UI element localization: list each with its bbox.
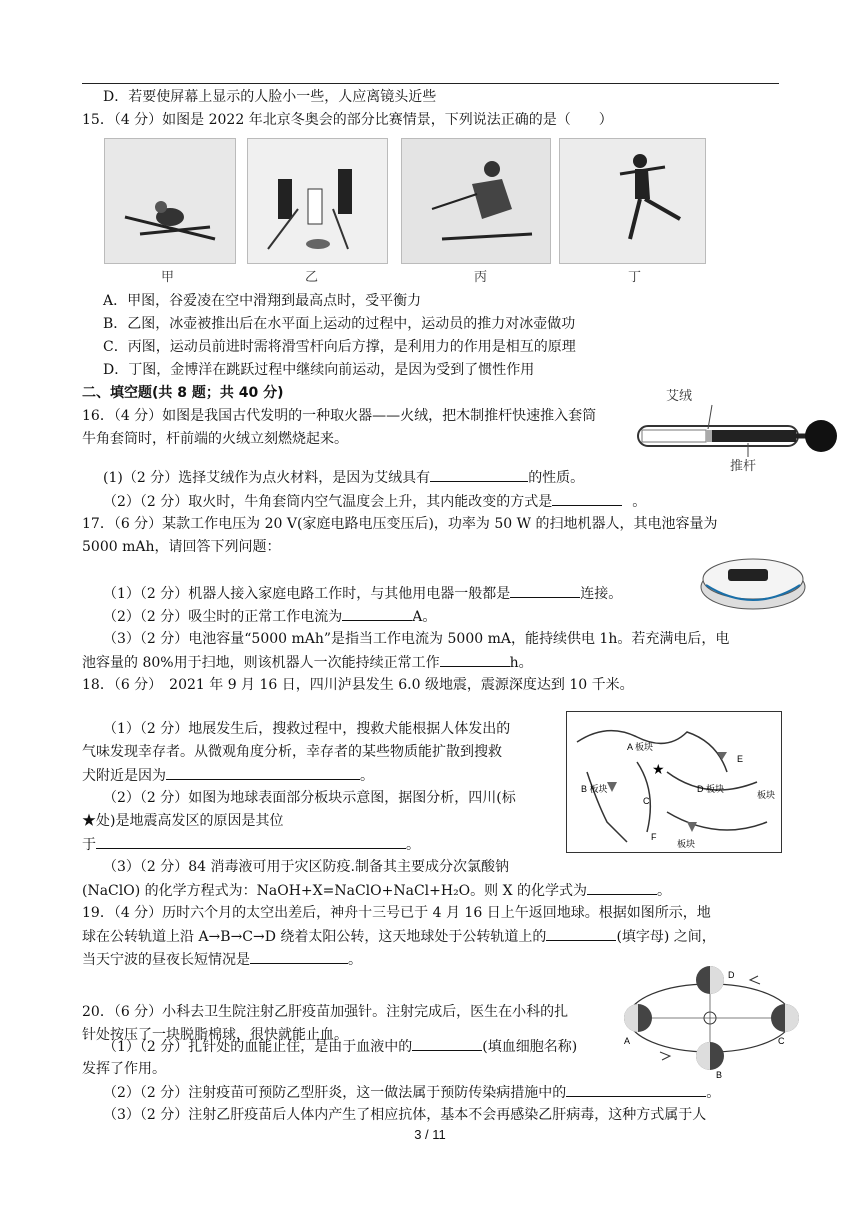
- q18-p1-text: 犬附近是因为: [82, 768, 166, 784]
- plate-tectonics-map: [566, 711, 782, 853]
- q15-option-d: D．丁图，金博洋在跳跃过程中继续向前运动，是因为受到了惯性作用: [103, 362, 535, 378]
- answer-blank[interactable]: [566, 1083, 706, 1097]
- q20-p1-text: （1）（2 分）扎针处的血能止住，是由于血液中的: [103, 1039, 413, 1055]
- q15-option-c: C．丙图，运动员前进时需将滑雪杆向后方撑，是利用力的作用是相互的原理: [103, 339, 576, 355]
- q17-p2-text: （2）（2 分）吸尘时的正常工作电流为: [103, 609, 343, 625]
- q19-stem-1: 19．（4 分）历时六个月的太空出差后，神舟十三号已于 4 月 16 日上午返回地球。根据如图所示，地: [82, 905, 711, 921]
- photo-ding-skater: [559, 138, 706, 264]
- orbit-label-c: C: [778, 1036, 785, 1046]
- q19-stem-3: [82, 950, 362, 969]
- caption-jia: 甲: [161, 270, 175, 285]
- q15-option-a: A．甲图，谷爱凌在空中滑翔到最高点时，受平衡力: [103, 293, 422, 309]
- q17-p3-tail: h。: [509, 655, 533, 671]
- q20-part1: [103, 1037, 577, 1056]
- q17-part3-a: （3）（2 分）电池容量“5000 mAh”是指当工作电流为 5000 mA，能持续供电 1h。若充满电后，电: [103, 631, 730, 647]
- orbit-label-a: A: [624, 1036, 631, 1046]
- label-push-rod: 推杆: [730, 458, 757, 473]
- page-number: 3 / 11: [414, 1127, 446, 1142]
- q18-part1-c: [82, 766, 374, 785]
- q16-p2-tail: 。: [632, 494, 647, 510]
- q16-stem-2: 牛角套筒时，杆前端的火绒立刻燃烧起来。: [82, 431, 348, 447]
- q16-part2: [103, 492, 646, 511]
- earth-orbit-diagram: [620, 960, 800, 1080]
- q18-part3-a: （3）（2 分）84 消毒液可用于灾区防疫.制备其主要成分次氯酸钠: [103, 859, 509, 875]
- fire-starter-diagram: [628, 385, 838, 475]
- answer-blank[interactable]: [166, 766, 360, 780]
- answer-blank[interactable]: [510, 584, 580, 598]
- map-label-a: A 板块: [627, 742, 654, 752]
- q17-p1-text: （1）（2 分）机器人接入家庭电路工作时，与其他用电器一般都是: [103, 586, 511, 602]
- header-rule: [82, 83, 779, 84]
- q16-p2-text: （2）（2 分）取火时，牛角套筒内空气温度会上升，其内能改变的方式是: [103, 494, 553, 510]
- robot-vacuum-image: [698, 545, 808, 615]
- q20-part2: [103, 1083, 720, 1102]
- q19-stem-2: [82, 927, 716, 946]
- map-label-d: D 板块: [697, 784, 725, 794]
- answer-blank[interactable]: [96, 835, 406, 849]
- answer-blank[interactable]: [342, 607, 412, 621]
- q20-part1-cont: 发挥了作用。: [82, 1061, 166, 1077]
- photo-bing-downhill: [401, 138, 551, 264]
- q18-p2-text: 于: [82, 837, 96, 853]
- answer-blank[interactable]: [546, 927, 616, 941]
- orbit-label-b: B: [716, 1070, 723, 1080]
- photo-jia-skier: [104, 138, 236, 264]
- q20-p2-text: （2）（2 分）注射疫苗可预防乙型肝炎，这一做法属于预防传染病措施中的: [103, 1085, 567, 1101]
- map-label-f: F: [651, 832, 657, 842]
- section-title: 二、填空题(共 8 题；共 40 分): [82, 385, 284, 401]
- q20-stem-1: 20．（6 分）小科去卫生院注射乙肝疫苗加强针。注射完成后，医生在小科的扎: [82, 1004, 569, 1020]
- q20-part3: （3）（2 分）注射乙肝疫苗后人体内产生了相应抗体，基本不会再感染乙肝病毒，这种方式属于人: [103, 1107, 707, 1123]
- photo-yi-curling: [247, 138, 388, 264]
- q17-p1-tail: 连接。: [580, 586, 623, 602]
- q15-option-b: B．乙图，冰壶被推出后在水平面上运动的过程中，运动员的推力对冰壶做功: [103, 316, 576, 332]
- q15-stem: 15．（4 分）如图是 2022 年北京冬奥会的部分比赛情景，下列说法正确的是（ ）: [82, 112, 613, 128]
- q17-p3-text: 池容量的 80%用于扫地，则该机器人一次能持续正常工作: [82, 655, 440, 671]
- q19-stem3-tail: 。: [348, 952, 362, 968]
- q18-part2-b: ★处)是地震高发区的原因是其位: [82, 813, 284, 829]
- q20-p1-tail: (填血细胞名称): [482, 1039, 578, 1055]
- caption-ding: 丁: [628, 270, 642, 285]
- map-label-e: E: [737, 754, 744, 764]
- q17-part1: [103, 584, 622, 603]
- q17-stem-2: 5000 mAh，请回答下列问题：: [82, 539, 281, 555]
- q18-part3-b: [82, 881, 671, 900]
- label-ai-rong: 艾绒: [666, 388, 693, 403]
- answer-blank[interactable]: [587, 881, 657, 895]
- map-label-c: C: [643, 796, 650, 806]
- q16-stem-1: 16．（4 分）如图是我国古代发明的一种取火器——火绒，把木制推杆快速推入套筒: [82, 408, 597, 424]
- orbit-label-d: D: [728, 970, 735, 980]
- svg-text:★: ★: [652, 762, 665, 778]
- q18-p2-tail: 。: [406, 837, 420, 853]
- q16-p1-tail: 的性质。: [528, 470, 585, 486]
- q17-part2: [103, 607, 436, 626]
- answer-blank[interactable]: [552, 492, 622, 506]
- q16-part1: [103, 468, 584, 487]
- q18-part2-c: [82, 835, 420, 854]
- q18-p3-tail: 。: [657, 883, 672, 899]
- q20-stem-2: 针处按压了一块脱脂棉球，很快就能止血。: [82, 1027, 348, 1043]
- q18-part1-a: （1）（2 分）地展发生后，搜救过程中，搜救犬能根据人体发出的: [103, 721, 511, 737]
- q18-p3-text: (NaClO) 的化学方程式为：NaOH+X=NaClO+NaCl+H₂O。则 X 的化学式为: [82, 883, 588, 899]
- q19-stem2-tail: (填字母) 之间，: [616, 929, 716, 945]
- answer-blank[interactable]: [412, 1037, 482, 1051]
- q17-part3-b: [82, 653, 533, 672]
- q19-stem2-text: 球在公转轨道上沿 A→B→C→D 绕着太阳公转，这天地球处于公转轨道上的: [82, 929, 547, 945]
- answer-blank[interactable]: [430, 468, 528, 482]
- q14-option-d: D．若要使屏幕上显示的人脸小一些，人应离镜头近些: [103, 89, 437, 105]
- q17-stem-1: 17．（6 分）某款工作电压为 20 V(家庭电路电压变压后)，功率为 50 W 的扫地机器人，其电池容量为: [82, 516, 718, 532]
- answer-blank[interactable]: [440, 653, 510, 667]
- map-label-plate-1: 板块: [757, 790, 776, 800]
- q18-part1-b: 气味发现幸存者。从微观角度分析，幸存者的某些物质能扩散到搜救: [82, 744, 502, 760]
- q18-part2-a: （2）（2 分）如图为地球表面部分板块示意图，据图分析，四川(标: [103, 790, 516, 806]
- q20-p2-tail: 。: [706, 1085, 721, 1101]
- q16-p1-text: (1)（2 分）选择艾绒作为点火材料，是因为艾绒具有: [103, 470, 431, 486]
- answer-blank[interactable]: [250, 950, 348, 964]
- q18-stem: 18．（6 分） 2021 年 9 月 16 日，四川泸县发生 6.0 级地震，震源深度达到 10 千米。: [82, 677, 634, 693]
- map-label-b: B 板块: [581, 784, 608, 794]
- caption-bing: 丙: [474, 270, 488, 285]
- q19-stem3-text: 当天宁波的昼夜长短情况是: [82, 952, 250, 968]
- map-label-plate-2: 板块: [677, 839, 696, 849]
- q17-p2-tail: A。: [412, 609, 437, 625]
- q18-p1-tail: 。: [360, 768, 374, 784]
- caption-yi: 乙: [305, 270, 319, 285]
